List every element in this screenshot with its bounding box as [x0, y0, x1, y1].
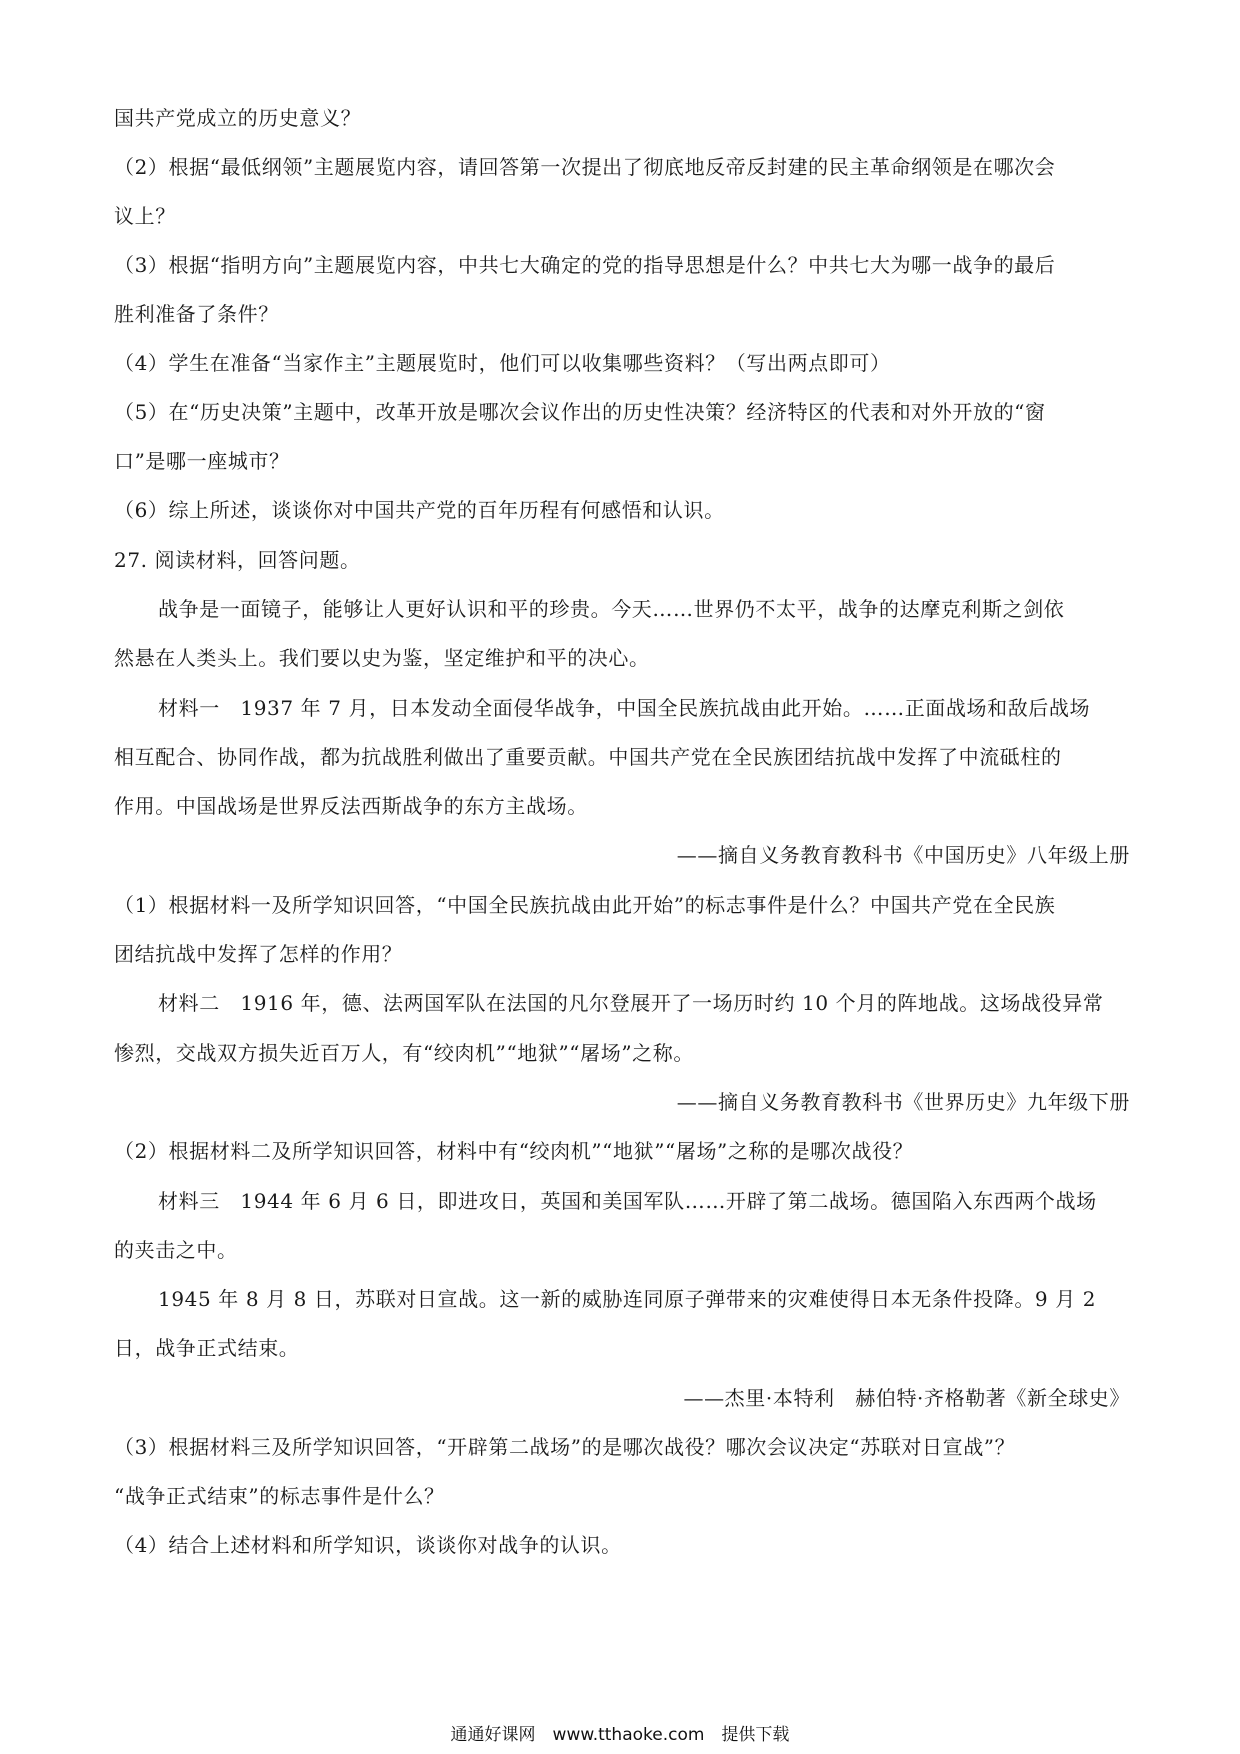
material-3-source: ——杰里·本特利 赫伯特·齐格勒著《新全球史》: [683, 1386, 1130, 1410]
question-26-3-line-1: （3）根据“指明方向”主题展览内容，中共七大确定的党的指导思想是什么？中共七大为哪一战争的最后: [114, 253, 1056, 277]
question-26-4: （4）学生在准备“当家作主”主题展览时，他们可以收集哪些资料？（写出两点即可）: [114, 351, 891, 375]
question-26-6: （6）综上所述，谈谈你对中国共产党的百年历程有何感悟和认识。: [114, 498, 725, 522]
question-27-3-line-2: “战争正式结束”的标志事件是什么？: [114, 1484, 445, 1508]
question-27-4: （4）结合上述材料和所学知识，谈谈你对战争的认识。: [114, 1533, 622, 1557]
question-27-1-line-2: 团结抗战中发挥了怎样的作用？: [114, 942, 403, 966]
material-3-line-4: 日，战争正式结束。: [114, 1336, 300, 1360]
question-26-2-line-1: （2）根据“最低纲领”主题展览内容，请回答第一次提出了彻底地反帝反封建的民主革命纲领是在哪次会: [114, 155, 1056, 179]
material-2-line-2: 惨烈，交战双方损失近百万人，有“绞肉机”“地狱”“屠场”之称。: [114, 1041, 694, 1065]
question-27-1-line-1: （1）根据材料一及所学知识回答，“中国全民族抗战由此开始”的标志事件是什么？中国共产党在全民族: [114, 893, 1056, 917]
question-26-5-line-2: 口”是哪一座城市？: [114, 449, 290, 473]
question-26-2-line-2: 议上？: [114, 204, 176, 228]
material-1-source: ——摘自义务教育教科书《中国历史》八年级上册: [676, 843, 1130, 867]
question-27-heading: 27. 阅读材料，回答问题。: [114, 548, 361, 572]
question-27-3-line-1: （3）根据材料三及所学知识回答，“开辟第二战场”的是哪次战役？哪次会议决定“苏联对日宣战”？: [114, 1435, 1016, 1459]
intro-paragraph-line-2: 然悬在人类头上。我们要以史为鉴，坚定维护和平的决心。: [114, 646, 650, 670]
question-26-intro-end: 国共产党成立的历史意义？: [114, 106, 362, 130]
intro-paragraph-line-1: 战争是一面镜子，能够让人更好认识和平的珍贵。今天……世界仍不太平，战争的达摩克利斯之剑依: [158, 597, 1065, 621]
question-26-3-line-2: 胜利准备了条件？: [114, 302, 279, 326]
page-footer: 通通好课网 www.tthaoke.com 提供下载: [450, 1725, 790, 1745]
material-1-line-3: 作用。中国战场是世界反法西斯战争的东方主战场。: [114, 794, 588, 818]
material-2-source: ——摘自义务教育教科书《世界历史》九年级下册: [676, 1090, 1130, 1114]
question-26-5-line-1: （5）在“历史决策”主题中，改革开放是哪次会议作出的历史性决策？经济特区的代表和对外开放的“窗: [114, 400, 1046, 424]
material-3-line-3: 1945 年 8 月 8 日，苏联对日宣战。这一新的威胁连同原子弹带来的灾难使得日本无条件投降。9 月 2: [158, 1287, 1097, 1311]
material-3-line-1: 材料三 1944 年 6 月 6 日，即进攻日，英国和美国军队……开辟了第二战场。德国陷入东西两个战场: [158, 1189, 1097, 1213]
material-1-line-1: 材料一 1937 年 7 月，日本发动全面侵华战争，中国全民族抗战由此开始。……正面战场和敌后战场: [158, 696, 1091, 720]
question-27-2: （2）根据材料二及所学知识回答，材料中有“绞肉机”“地狱”“屠场”之称的是哪次战役？: [114, 1139, 914, 1163]
material-3-line-2: 的夹击之中。: [114, 1238, 238, 1262]
material-2-line-1: 材料二 1916 年，德、法两国军队在法国的凡尔登展开了一场历时约 10 个月的阵地战。这场战役异常: [158, 991, 1104, 1015]
material-1-line-2: 相互配合、协同作战，都为抗战胜利做出了重要贡献。中国共产党在全民族团结抗战中发挥了中流砥柱的: [114, 745, 1062, 769]
